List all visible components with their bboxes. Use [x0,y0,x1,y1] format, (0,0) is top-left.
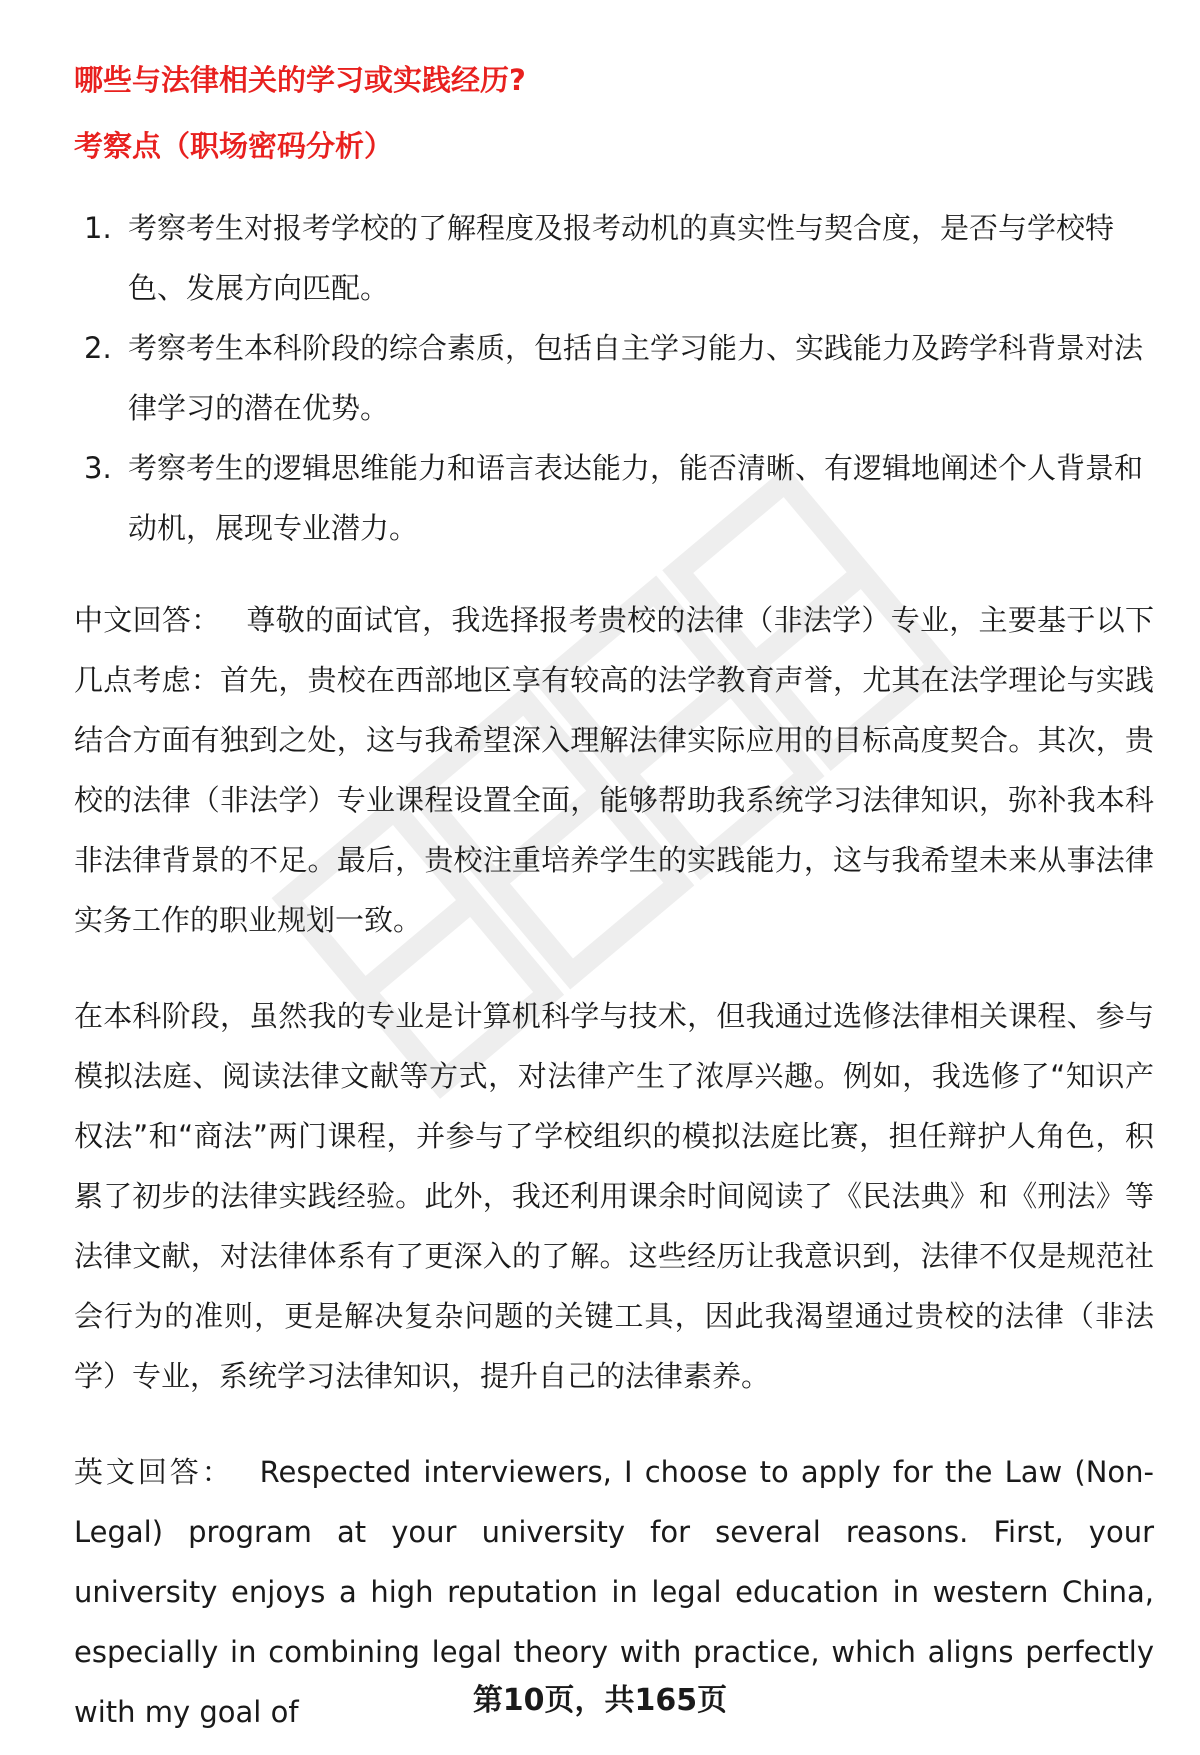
list-item-number: 2. [84,331,112,365]
list-item-text: 考察考生本科阶段的综合素质，包括自主学习能力、实践能力及跨学科背景对法律学习的潜在优势。 [128,331,1144,425]
list-item-number: 3. [84,451,112,485]
document-page [74,58,1154,1742]
list-item [74,438,1154,558]
question-heading: 哪些与法律相关的学习或实践经历? [74,63,526,97]
section-title: 考察点（职场密码分析） [74,129,394,163]
list-item-number: 1. [84,211,112,245]
english-answer-text: Respected interviewers, I choose to apply for the Law (Non-Legal) program at your university for several reasons. First, your university enjoys a high reputation in legal education in western China, especially in combining legal theory with practice, which aligns perfectly with my goal of [74,1455,1154,1729]
english-answer-label: 英文回答： [74,1455,234,1489]
list-item-text: 考察考生的逻辑思维能力和语言表达能力，能否清晰、有逻辑地阐述个人背景和动机，展现专业潜力。 [128,451,1144,545]
list-item [74,198,1154,318]
chinese-answer-paragraph-1 [74,590,1154,950]
chinese-answer-paragraph-2: 在本科阶段，虽然我的专业是计算机科学与技术，但我通过选修法律相关课程、参与模拟法庭、阅读法律文献等方式，对法律产生了浓厚兴趣。例如，我选修了“知识产权法”和“商法”两门课程，并参与了学校组织的模拟法庭比赛，担任辩护人角色，积累了初步的法律实践经验。此外，我还利用课余时间阅读了《民法典》和《刑法》等法律文献，对法律体系有了更深入的了解。这些经历让我意识到，法律不仅是规范社会行为的准则，更是解决复杂问题的关键工具，因此我渴望通过贵校的法律（非法学）专业，系统学习法律知识，提升自己的法律素养。 [74,999,1154,1393]
list-item [74,318,1154,438]
list-item-text: 考察考生对报考学校的了解程度及报考动机的真实性与契合度，是否与学校特色、发展方向匹配。 [128,211,1115,305]
assessment-points-list [74,198,1154,558]
chinese-answer-label: 中文回答： [74,603,221,637]
chinese-answer-text-1: 尊敬的面试官，我选择报考贵校的法律（非法学）专业，主要基于以下几点考虑：首先，贵校在西部地区享有较高的法学教育声誉，尤其在法学理论与实践结合方面有独到之处，这与我希望深入理解法律实际应用的目标高度契合。其次，贵校的法律（非法学）专业课程设置全面，能够帮助我系统学习法律知识，弥补我本科非法律背景的不足。最后，贵校注重培养学生的实践能力，这与我希望未来从事法律实务工作的职业规划一致。 [74,603,1154,937]
page-number-footer: 第10页，共165页 [472,1683,728,1718]
